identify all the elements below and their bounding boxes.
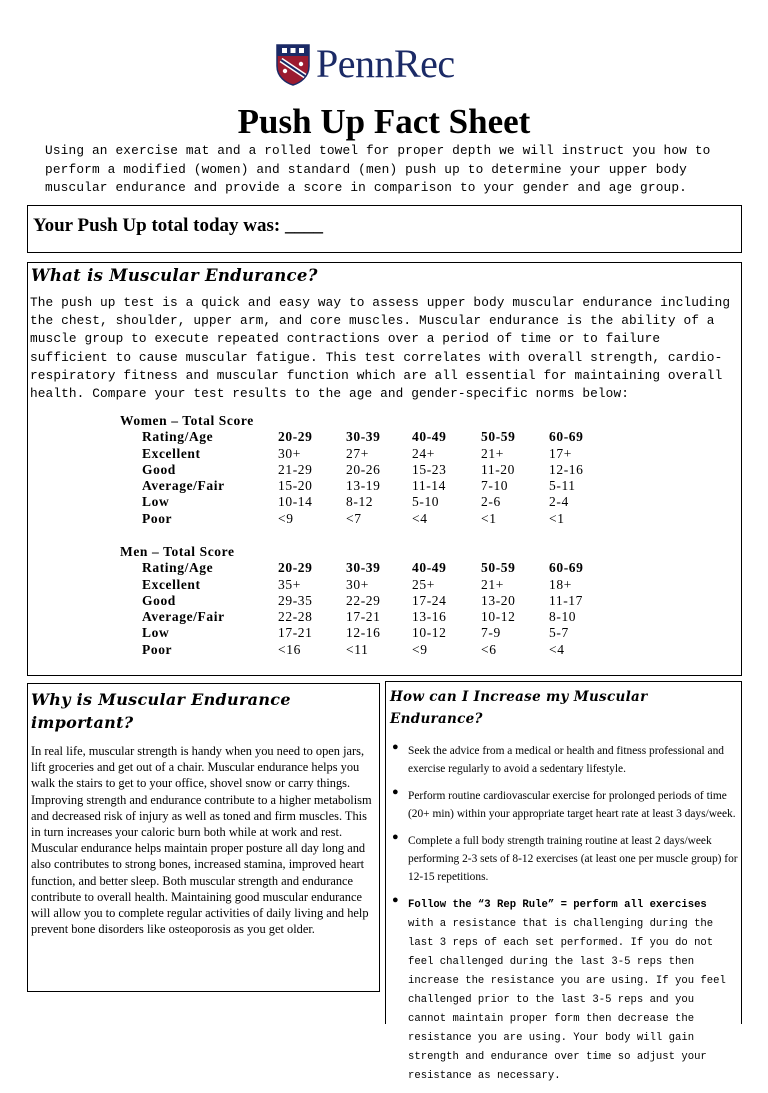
list-item — [390, 831, 738, 885]
header-cell: 20-29 — [278, 560, 313, 576]
score-cell: 10-12 — [481, 609, 516, 625]
score-cell: 22-28 — [278, 609, 313, 625]
list-item-text: Perform routine cardiovascular exercise for prolonged periods of time (20+ min) within your appropriate target heart rate at least 3 days/week. — [408, 790, 736, 820]
score-cell: 24+ — [412, 445, 435, 461]
score-cell: 11-14 — [412, 478, 446, 494]
score-cell: <4 — [412, 510, 428, 526]
header-cell: 40-49 — [412, 429, 447, 445]
list-item-text — [408, 899, 726, 1082]
rating-cell: Average/Fair — [142, 609, 225, 625]
rating-cell: Good — [142, 461, 176, 477]
header-cell: 60-69 — [549, 429, 584, 445]
score-cell: 5-10 — [412, 494, 440, 510]
score-cell: 13-16 — [412, 609, 447, 625]
rating-cell: Poor — [142, 510, 173, 526]
score-cell: 5-11 — [549, 478, 576, 494]
score-cell: 21+ — [481, 576, 504, 592]
table-header-row — [120, 560, 620, 576]
rating-cell: Excellent — [142, 576, 201, 592]
table-row — [120, 478, 620, 494]
score-cell: 27+ — [346, 445, 369, 461]
score-cell: 29-35 — [278, 592, 313, 608]
score-cell: 35+ — [278, 576, 301, 592]
score-cell: <6 — [481, 641, 497, 657]
rating-cell: Low — [142, 494, 170, 510]
header-cell: 30-39 — [346, 560, 381, 576]
score-cell: <4 — [549, 641, 565, 657]
rating-cell: Good — [142, 592, 176, 608]
how-increase-heading: How can I Increase my Muscular Endurance? — [390, 689, 648, 727]
score-cell: 20-26 — [346, 461, 381, 477]
rating-cell: Poor — [142, 641, 173, 657]
header-cell: 50-59 — [481, 429, 516, 445]
table-header-row — [120, 429, 620, 445]
list-item-text: Seek the advice from a medical or health and fitness professional and exercise regularly to avoid a sedentary lifestyle. — [408, 745, 724, 775]
score-cell: 22-29 — [346, 592, 381, 608]
header-cell: 50-59 — [481, 560, 516, 576]
score-cell: 10-12 — [412, 625, 447, 641]
rating-cell: Average/Fair — [142, 478, 225, 494]
score-cell: <16 — [278, 641, 301, 657]
table-row — [120, 462, 620, 478]
score-cell: <11 — [346, 641, 369, 657]
score-cell: 15-23 — [412, 461, 447, 477]
score-cell: <9 — [412, 641, 428, 657]
score-cell: 11-20 — [481, 461, 515, 477]
table-row — [120, 511, 620, 527]
rep-rule-text: with a resistance that is challenging during the last 3 reps of each set performed. If you do not feel challenged during the last 3-5 reps then increase the resistance you are using. If you feel challenged prior to the last 3-5 reps and you cannot maintain proper form then decrease the resistance you are using. Your body will gain strength and endurance over time so adjust your resistance as necessary. — [408, 918, 726, 1082]
header-cell: 30-39 — [346, 429, 381, 445]
bullet-icon: ● — [392, 894, 399, 906]
score-cell: 17+ — [549, 445, 572, 461]
pennrec-logo — [276, 41, 496, 92]
score-cell: 30+ — [346, 576, 369, 592]
list-item — [390, 786, 738, 822]
score-cell: 2-6 — [481, 494, 501, 510]
women-table-title: Women – Total Score — [120, 413, 254, 428]
table-row — [120, 625, 620, 641]
score-cell: 11-17 — [549, 592, 583, 608]
men-score-table — [120, 544, 620, 658]
rating-cell: Excellent — [142, 445, 201, 461]
score-cell: 21+ — [481, 445, 504, 461]
why-important-heading: Why is Muscular Endurance important? — [31, 690, 291, 732]
table-row — [120, 577, 620, 593]
how-increase-list — [390, 741, 738, 1093]
pushup-total-label: Your Push Up total today was: ____ — [33, 215, 323, 236]
score-cell: 7-10 — [481, 478, 509, 494]
score-cell: <1 — [549, 510, 565, 526]
header-cell: 20-29 — [278, 429, 313, 445]
score-cell: 7-9 — [481, 625, 501, 641]
score-cell: 30+ — [278, 445, 301, 461]
header-cell: Rating/Age — [142, 560, 214, 576]
score-cell: 25+ — [412, 576, 435, 592]
rep-rule-lead: Follow the “3 Rep Rule” = perform all exercises — [408, 899, 707, 911]
header-cell: Rating/Age — [142, 429, 214, 445]
table-row — [120, 446, 620, 462]
table-row — [120, 593, 620, 609]
what-is-endurance-heading: What is Muscular Endurance? — [31, 266, 318, 285]
header-cell: 40-49 — [412, 560, 447, 576]
logo-wordmark: PennRec — [316, 41, 455, 86]
penn-shield-icon — [276, 44, 310, 86]
score-cell: 10-14 — [278, 494, 313, 510]
score-cell: 8-10 — [549, 609, 577, 625]
score-cell: <1 — [481, 510, 497, 526]
what-is-endurance-paragraph: The push up test is a quick and easy way to assess upper body muscular endurance including the chest, shoulder, upper arm, and core muscles. Muscular endurance is the ability of a muscle group to execute repeated contractions over a period of time or to failure sufficient to cause muscular fatigue. This test correlates with overall strength, cardio-respiratory fitness and muscular function which are all essential for maintaining overall health. Compare your test results to the age and gender-specific norms below: — [30, 295, 731, 402]
women-score-table — [120, 413, 620, 527]
score-cell: 12-16 — [549, 461, 584, 477]
score-cell: 15-20 — [278, 478, 313, 494]
header-cell: 60-69 — [549, 560, 584, 576]
score-cell: 17-24 — [412, 592, 447, 608]
score-cell: 5-7 — [549, 625, 569, 641]
score-cell: <9 — [278, 510, 294, 526]
score-cell: 12-16 — [346, 625, 381, 641]
table-row — [120, 494, 620, 510]
table-row — [120, 642, 620, 658]
list-item-text: Complete a full body strength training routine at least 2 days/week performing 2-3 sets of 8-12 exercises (at least one per muscle group) for 12-15 repetitions. — [408, 835, 738, 883]
score-cell: 13-19 — [346, 478, 381, 494]
score-cell: <7 — [346, 510, 362, 526]
bullet-icon: ● — [392, 741, 399, 753]
why-important-paragraph: In real life, muscular strength is handy when you need to open jars, lift groceries and get out of a chair. Muscular endurance helps you walk the stairs to get to your office, shovel snow or carry things. Improving strength and endurance contribute to a higher metabolism and decreased risk of injury as well as toned and firm muscles. This in turn increases your caloric burn both while at work and rest. Muscular endurance helps maintain proper posture all day long and also contributes to strong bones, increased stamina, improved heart function, and better sleep. Both muscular strength and endurance contribute to overall health. Maintaining good muscular endurance will allow you to complete regular activities of daily living and help prevent bone disorders like osteoporosis as you get older. — [31, 744, 372, 937]
men-table-title: Men – Total Score — [120, 544, 235, 559]
score-cell: 2-4 — [549, 494, 569, 510]
table-row — [120, 609, 620, 625]
list-item — [390, 894, 738, 1084]
score-cell: 21-29 — [278, 461, 313, 477]
page-title: Push Up Fact Sheet — [237, 102, 531, 141]
list-item — [390, 741, 738, 777]
score-cell: 8-12 — [346, 494, 374, 510]
score-cell: 18+ — [549, 576, 572, 592]
rating-cell: Low — [142, 625, 170, 641]
score-cell: 17-21 — [346, 609, 381, 625]
intro-paragraph: Using an exercise mat and a rolled towel for proper depth we will instruct you how to perform a modified (women) and standard (men) push up to determine your upper body muscular endurance and provide a score in comparison to your gender and age group. — [45, 143, 711, 195]
bullet-icon: ● — [392, 786, 399, 798]
score-cell: 17-21 — [278, 625, 313, 641]
bullet-icon: ● — [392, 831, 399, 843]
score-cell: 13-20 — [481, 592, 516, 608]
